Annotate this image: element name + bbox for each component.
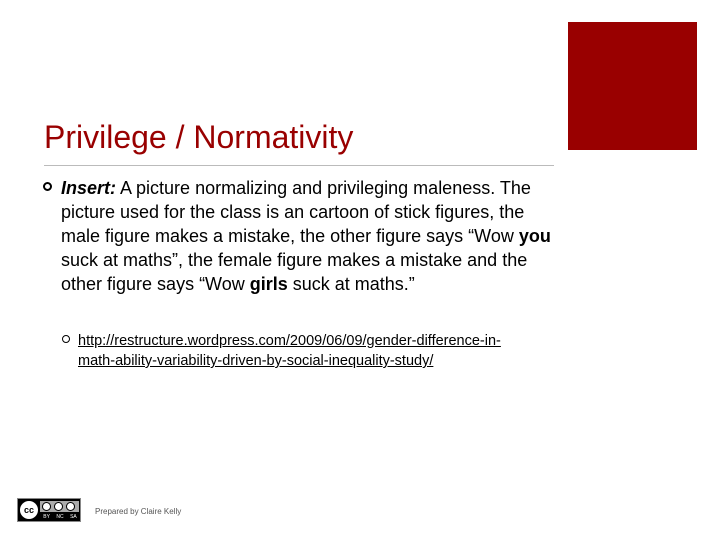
title-divider [44, 165, 554, 166]
bullet-text-part: suck at maths.” [287, 274, 415, 294]
bullet-bold-word: girls [249, 274, 288, 294]
hollow-circle-bullet-icon [62, 335, 70, 343]
license-code: NC [56, 514, 64, 520]
cc-logo-icon: cc [20, 501, 38, 519]
bullet-lead: Insert: [61, 178, 117, 198]
noncommercial-icon [54, 502, 63, 511]
reference-link[interactable]: http://restructure.wordpress.com/2009/06/09/gender-difference-in-math-ability-variability-driven-by-social-inequality-study/ [78, 333, 501, 369]
bullet-text-part: suck at maths”, the female figure makes a mistake and the other figure says “Wow [61, 250, 528, 294]
hollow-circle-bullet-icon [43, 182, 52, 191]
bullet-bold-word: you [518, 226, 551, 246]
slide-title: Privilege / Normativity [44, 119, 354, 155]
bullet-item [43, 176, 568, 296]
bullet-text-part: A picture normalizing and privileging maleness. The picture used for the class is an cartoon of stick figures, the male figure makes a mistake, the other figure says “Wow [61, 178, 531, 246]
license-code: SA [70, 514, 77, 520]
sub-bullet-item [62, 331, 532, 371]
attribution-icon [42, 502, 51, 511]
license-code: BY [43, 514, 50, 520]
bullet-text [61, 176, 568, 296]
footer-credit: Prepared by Claire Kelly [95, 507, 182, 516]
license-codes [40, 514, 80, 520]
creative-commons-license-badge[interactable] [17, 498, 81, 522]
accent-block [568, 22, 697, 150]
sharealike-icon [66, 502, 75, 511]
